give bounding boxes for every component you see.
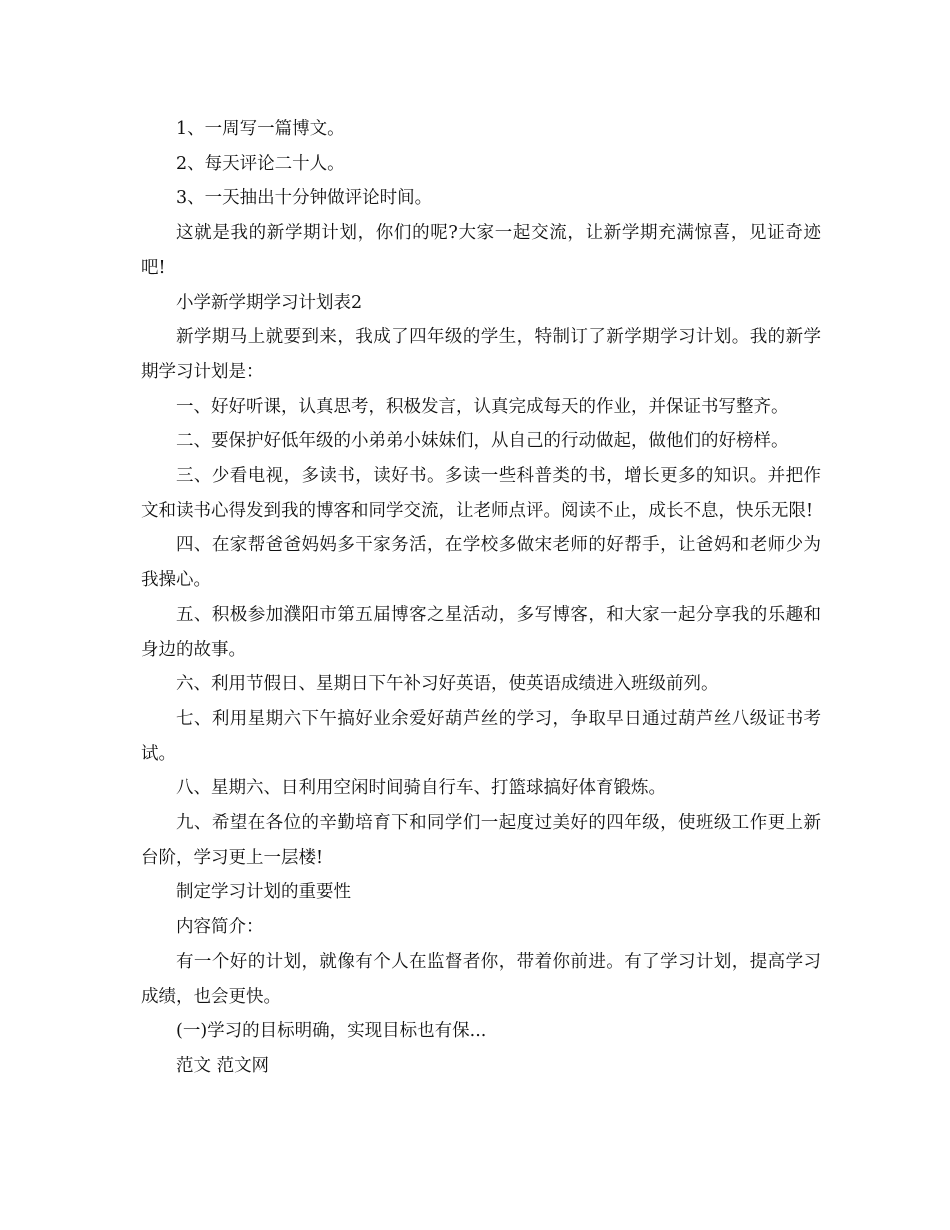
plan-item-7: 七、利用星期六下午搞好业余爱好葫芦丝的学习，争取早日通过葫芦丝八级证书考试。 (141, 708, 821, 764)
document-body (141, 112, 821, 1084)
summary-label: 内容简介： (176, 917, 264, 938)
plan-item-2: 二、要保护好低年级的小弟弟小妹妹们，从自己的行动做起，做他们的好榜样。 (176, 431, 789, 452)
paragraph-4: 这就是我的新学期计划，你们的呢?大家一起交流，让新学期充满惊喜，见证奇迹吧! (141, 223, 821, 278)
plan-item-5: 五、积极参加濮阳市第五届博客之星活动，多写博客，和大家一起分享我的乐趣和身边的故事。 (141, 604, 821, 660)
plan-item-1: 一、好好听课，认真思考，积极发言，认真完成每天的作业，并保证书写整齐。 (176, 396, 789, 417)
plan-item-8: 八、星期六、日利用空闲时间骑自行车、打篮球搞好体育锻炼。 (176, 778, 666, 799)
paragraph-2: 2、每天评论二十人。 (176, 153, 345, 174)
summary-excerpt: (一)学习的目标明确，实现目标也有保... (176, 1021, 487, 1042)
summary-text: 有一个好的计划，就像有个人在监督者你，带着你前进。有了学习计划，提高学习成绩，也会更快。 (141, 951, 821, 1007)
section-heading-importance: 制定学习计划的重要性 (176, 882, 351, 903)
source-footer: 范文 范文网 (176, 1055, 270, 1076)
paragraph-3: 3、一天抽出十分钟做评论时间。 (176, 188, 433, 209)
paragraph-1: 1、一周写一篇博文。 (176, 119, 345, 139)
plan-item-4: 四、在家帮爸爸妈妈多干家务活，在学校多做宋老师的好帮手，让爸妈和老师少为我操心。 (141, 535, 821, 591)
section-heading-plan-2: 小学新学期学习计划表2 (176, 292, 363, 313)
plan-item-6: 六、利用节假日、星期日下午补习好英语，使英语成绩进入班级前列。 (176, 674, 719, 695)
paragraph-6: 新学期马上就要到来，我成了四年级的学生，特制订了新学期学习计划。我的新学期学习计划是： (141, 327, 821, 382)
plan-item-9: 九、希望在各位的辛勤培育下和同学们一起度过美好的四年级，使班级工作更上新台阶，学习更上一层楼! (141, 813, 821, 868)
plan-item-3: 三、少看电视，多读书，读好书。多读一些科普类的书，增长更多的知识。并把作文和读书心得发到我的博客和同学交流，让老师点评。阅读不止，成长不息，快乐无限! (141, 466, 821, 521)
